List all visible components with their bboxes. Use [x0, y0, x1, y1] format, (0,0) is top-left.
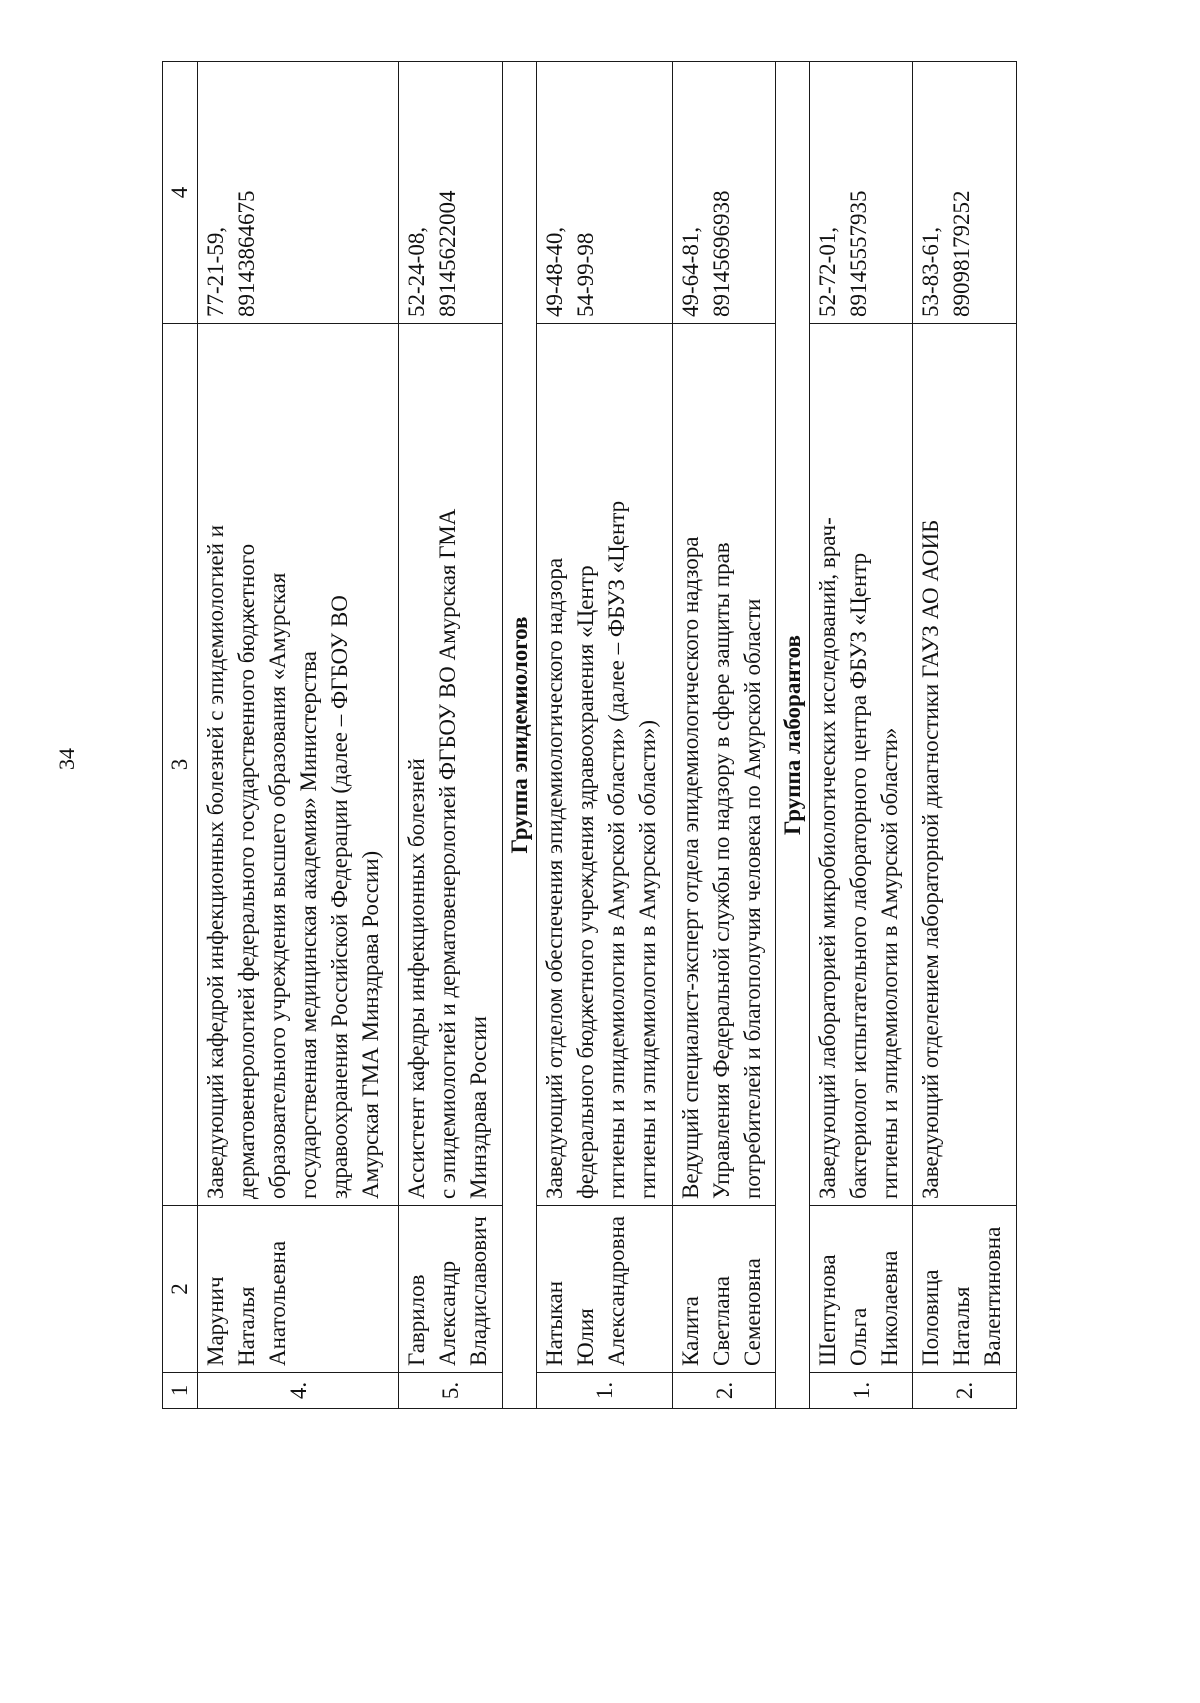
person-name — [672, 1206, 775, 1373]
phone-line: 77-21-59, — [202, 226, 228, 317]
position-line: Заведующий лабораторией микробиологических исследований, врач- — [815, 517, 841, 1199]
position-line: здравоохранения Российской Федерации (далее – ФГБОУ ВО — [326, 595, 352, 1199]
position-line: государственная медицинская академия» Министерства — [295, 651, 321, 1199]
group-header-row — [776, 62, 810, 1409]
position-line: Ассистент кафедры инфекционных болезней — [404, 758, 430, 1199]
surname: Калита — [677, 1296, 703, 1366]
position-cell — [672, 324, 775, 1206]
phone-line: 52-24-08, — [404, 226, 430, 317]
position-cell — [810, 324, 913, 1206]
position-line: Амурская ГМА Минздрава России) — [357, 850, 383, 1199]
position-line: Заведующий кафедрой инфекционных болезней с эпидемиологией и — [202, 524, 228, 1199]
phone-line: 89143864675 — [233, 190, 259, 317]
position-line: гигиены и эпидемиологии в Амурской области» (далее – ФБУЗ «Центр — [603, 500, 629, 1199]
position-line: бактериолог испытательного лабораторного центра ФБУЗ «Центр — [846, 552, 872, 1199]
phone-cell — [672, 62, 775, 324]
patronymic: Александровна — [603, 1216, 629, 1366]
phone-line: 53-83-61, — [918, 226, 944, 317]
phone-cell — [536, 62, 672, 324]
phone-line: 89145557935 — [846, 190, 872, 317]
phone-cell — [913, 62, 1017, 324]
table-row — [399, 62, 502, 1409]
phone-cell — [810, 62, 913, 324]
phone-cell — [399, 62, 502, 324]
first-name: Наталья — [233, 1286, 259, 1366]
first-name: Наталья — [949, 1286, 975, 1366]
position-line: Минздрава России — [466, 1016, 492, 1199]
column-header: 2 — [163, 1206, 198, 1373]
page-number: 34 — [54, 748, 79, 770]
position-line: с эпидемиологией и дерматовенерологией ФГБОУ ВО Амурская ГМА — [435, 508, 461, 1199]
column-header: 4 — [163, 62, 198, 324]
patronymic: Валентиновна — [980, 1226, 1006, 1366]
person-name — [399, 1206, 502, 1373]
position-line: Заведующий отделом обеспечения эпидемиологического надзора — [541, 557, 567, 1199]
phone-cell — [197, 62, 399, 324]
position-line: потребителей и благополучия человека по Амурской области — [739, 598, 765, 1199]
surname: Гаврилов — [404, 1274, 430, 1366]
position-line: образовательного учреждения высшего образования «Амурская — [264, 572, 290, 1199]
patronymic: Владиславович — [466, 1216, 492, 1366]
position-cell — [536, 324, 672, 1206]
row-number: 2. — [913, 1373, 1017, 1409]
row-number: 1. — [810, 1373, 913, 1409]
first-name: Юлия — [572, 1308, 598, 1366]
table-row — [197, 62, 399, 1409]
phone-line: 89145696938 — [708, 190, 734, 317]
surname: Половица — [918, 1269, 944, 1366]
position-line: гигиены и эпидемиологии в Амурской области») — [634, 719, 660, 1199]
table-row — [913, 62, 1017, 1409]
position-line: Ведущий специалист-эксперт отдела эпидемиологического надзора — [677, 536, 703, 1199]
table-row — [810, 62, 913, 1409]
column-header: 1 — [163, 1373, 198, 1409]
group-header-row — [502, 62, 536, 1409]
position-line: дерматовенерологией федерального государственного бюджетного — [233, 543, 259, 1199]
row-number: 5. — [399, 1373, 502, 1409]
person-name — [810, 1206, 913, 1373]
surname: Натыкан — [541, 1280, 567, 1366]
document-table-wrapper — [162, 62, 1017, 1409]
table-row — [672, 62, 775, 1409]
surname: Шептунова — [815, 1254, 841, 1366]
row-number: 4. — [197, 1373, 399, 1409]
position-line: федерального бюджетного учреждения здравоохранения «Центр — [572, 565, 598, 1199]
position-cell — [399, 324, 502, 1206]
row-number: 2. — [672, 1373, 775, 1409]
group-title: Группа лаборантов — [776, 62, 810, 1409]
position-cell — [197, 324, 399, 1206]
patronymic: Семеновна — [739, 1258, 765, 1366]
position-line: Заведующий отделением лабораторной диагностики ГАУЗ АО АОИБ — [918, 519, 944, 1199]
group-title: Группа эпидемиологов — [502, 62, 536, 1409]
person-name — [913, 1206, 1017, 1373]
position-cell — [913, 324, 1017, 1206]
table-row — [536, 62, 672, 1409]
patronymic: Николаевна — [877, 1250, 903, 1366]
phone-line: 52-72-01, — [815, 226, 841, 317]
phone-line: 89145622004 — [435, 190, 461, 317]
phone-line: 49-48-40, — [541, 226, 567, 317]
position-line: гигиены и эпидемиологии в Амурской области» — [877, 727, 903, 1199]
phone-line: 89098179252 — [949, 190, 975, 317]
table-header-row — [163, 62, 198, 1409]
phone-line: 54-99-98 — [572, 232, 598, 317]
personnel-table — [162, 61, 1017, 1409]
patronymic: Анатольевна — [264, 1240, 290, 1366]
phone-line: 49-64-81, — [677, 226, 703, 317]
first-name: Светлана — [708, 1276, 734, 1366]
person-name — [536, 1206, 672, 1373]
first-name: Ольга — [846, 1307, 872, 1366]
row-number: 1. — [536, 1373, 672, 1409]
person-name — [197, 1206, 399, 1373]
position-line: Управления Федеральной службы по надзору в сфере защиты прав — [708, 542, 734, 1199]
column-header: 3 — [163, 324, 198, 1206]
surname: Марунич — [202, 1276, 228, 1366]
first-name: Александр — [435, 1260, 461, 1366]
